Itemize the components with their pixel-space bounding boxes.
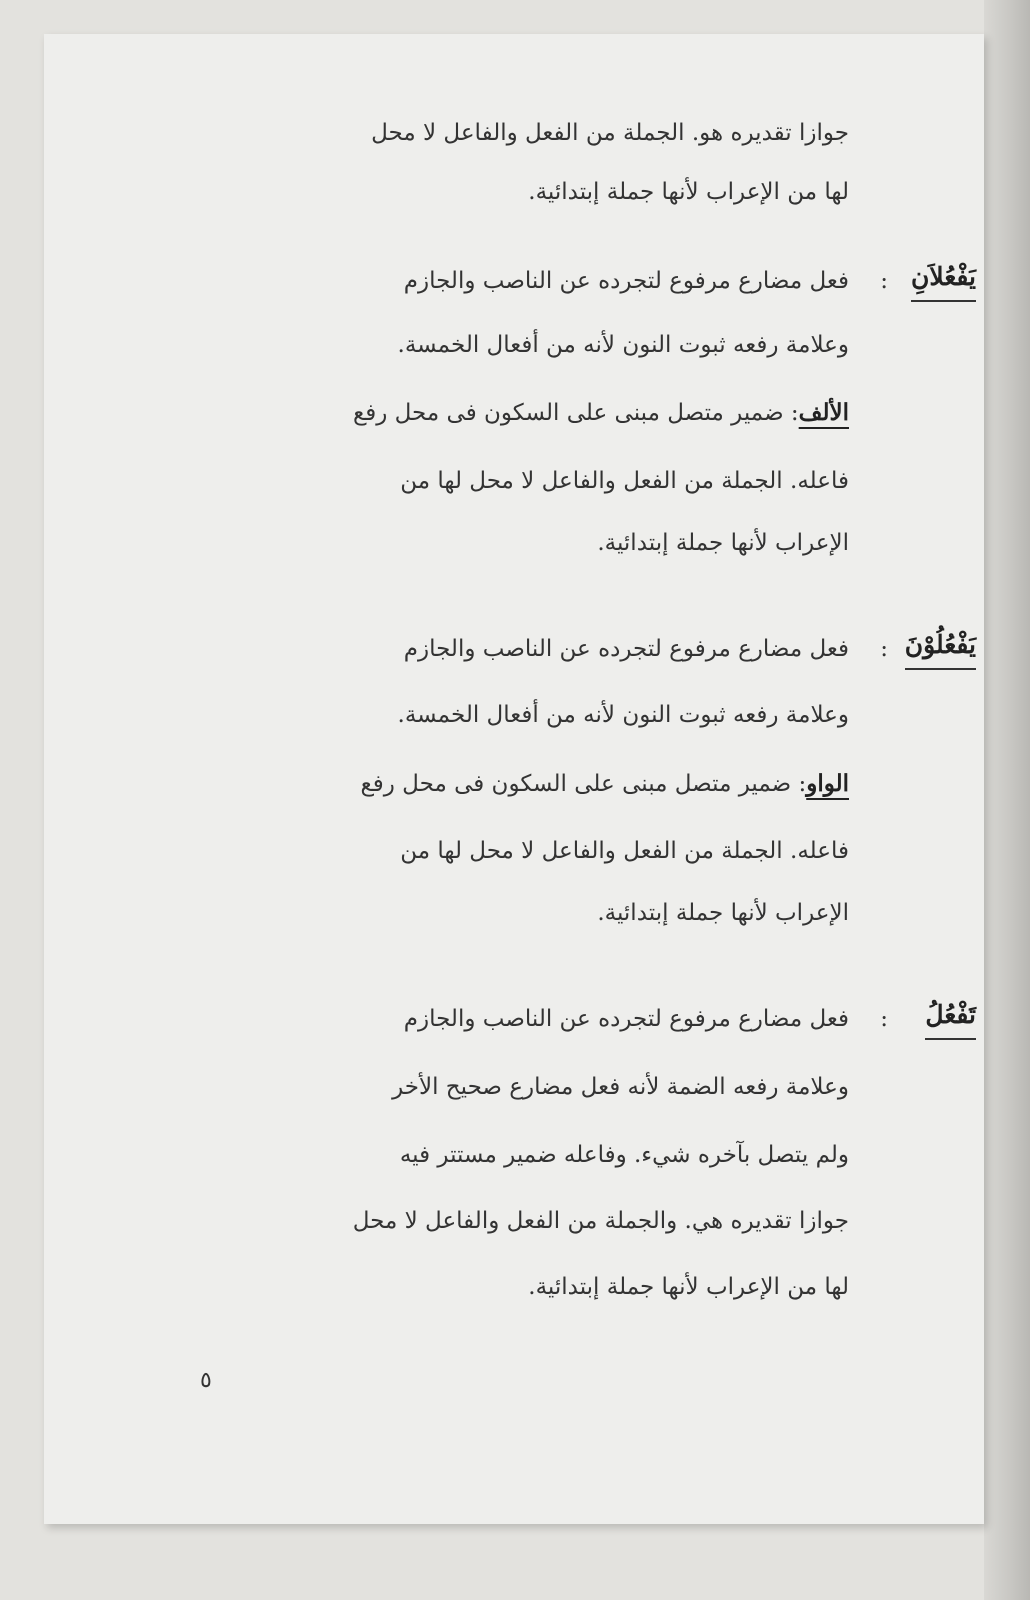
- term-colon: :: [880, 1006, 888, 1032]
- adjacent-page-edge: [984, 0, 1030, 1600]
- subterm-text: : ضمير متصل مبنى على السكون فى محل رفع: [352, 400, 799, 426]
- text-line-with-subterm: [353, 396, 849, 430]
- text-line: لها من الإعراب لأنها جملة إبتدائية.: [528, 179, 849, 205]
- text-line: لها من الإعراب لأنها جملة إبتدائية.: [528, 1274, 849, 1300]
- term-yafaloon: يَفْعُلُوْنَ: [905, 628, 976, 670]
- text-line: وعلامة رفعه ثبوت النون لأنه من أفعال الخمسة.: [397, 332, 849, 358]
- text-line: ولم يتصل بآخره شيء. وفاعله ضمير مستتر فيه: [399, 1142, 849, 1168]
- text-line: فاعله. الجملة من الفعل والفاعل لا محل لها من: [400, 838, 849, 864]
- term-colon: :: [880, 636, 888, 662]
- subterm-alif: الألف: [798, 399, 849, 426]
- text-line: وعلامة رفعه الضمة لأنه فعل مضارع صحيح الأخر: [392, 1074, 849, 1100]
- page-number: ٥: [200, 1368, 212, 1393]
- subterm-waw: الواو: [806, 770, 849, 797]
- text-line: وعلامة رفعه ثبوت النون لأنه من أفعال الخمسة.: [397, 702, 849, 728]
- text-line: فعل مضارع مرفوع لتجرده عن الناصب والجازم: [403, 636, 849, 662]
- text-line: فاعله. الجملة من الفعل والفاعل لا محل لها من: [400, 468, 849, 494]
- text-line: الإعراب لأنها جملة إبتدائية.: [597, 900, 849, 926]
- book-page: [44, 34, 984, 1524]
- text-line-with-subterm: [361, 767, 849, 801]
- text-line: جوازا تقديره هي. والجملة من الفعل والفاعل لا محل: [352, 1208, 849, 1234]
- term-tafal: تَفْعُلُ: [925, 998, 976, 1040]
- term-yafalan: يَفْعُلاَنِ: [911, 260, 976, 302]
- text-line: جوازا تقديره هو. الجملة من الفعل والفاعل لا محل: [371, 120, 849, 146]
- text-line: فعل مضارع مرفوع لتجرده عن الناصب والجازم: [403, 268, 849, 294]
- text-line: فعل مضارع مرفوع لتجرده عن الناصب والجازم: [403, 1006, 849, 1032]
- text-line: الإعراب لأنها جملة إبتدائية.: [597, 530, 849, 556]
- term-colon: :: [880, 268, 888, 294]
- subterm-text: : ضمير متصل مبنى على السكون فى محل رفع: [360, 771, 807, 797]
